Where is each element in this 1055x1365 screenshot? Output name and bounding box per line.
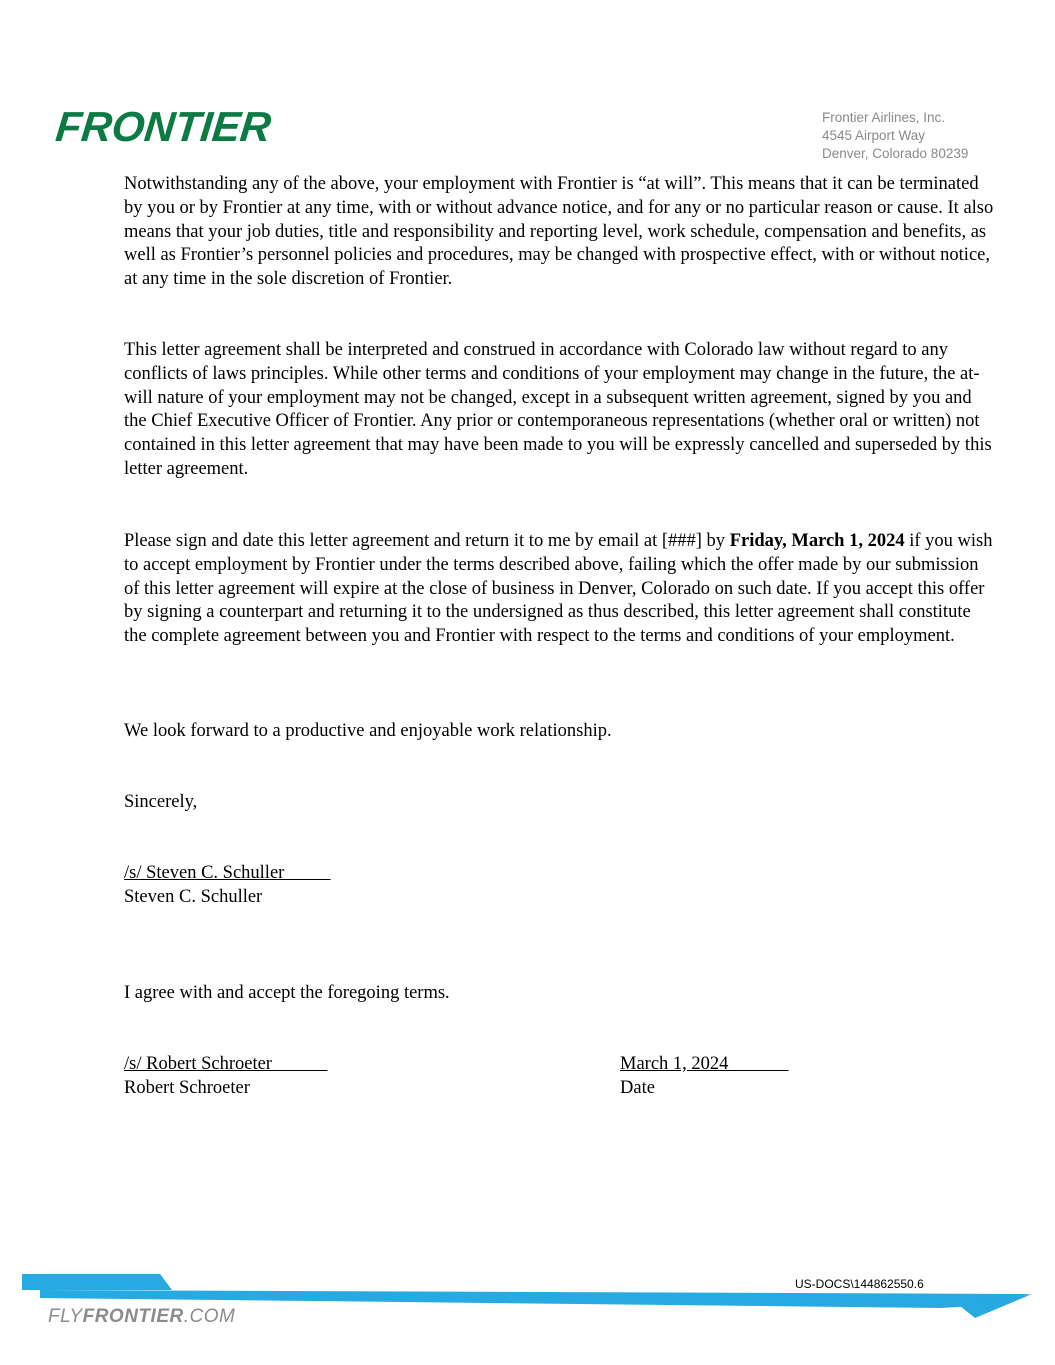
footer-website [48, 1306, 235, 1328]
employee-name: Robert Schroeter [124, 1078, 250, 1098]
address-line-city: Denver, Colorado 80239 [822, 146, 969, 161]
document-id: US-DOCS\144862550.6 [795, 1277, 924, 1291]
signer-signature-line: /s/ Steven C. Schuller [124, 863, 331, 883]
paragraph-at-will: Notwithstanding any of the above, your employment with Frontier is “at will”. This means that it can be terminated by you or by Frontier at any time, with or without advance notice, and for any or no particular reason or cause. It also means that your job duties, title and responsibility and reporting level, work schedule, compensation and benefits, as well as Frontier’s personnel policies and procedures, may be changed with prospective effect, with or without notice, at any time in the sole discretion of Frontier. [124, 174, 994, 290]
deadline-date: Friday, March 1, 2024 [729, 531, 905, 551]
paragraph-governing-law: This letter agreement shall be interpreted and construed in accordance with Colorado law without regard to any conflicts of laws principles. While other terms and conditions of your employment may change in the future, the at-will nature of your employment may not be changed, except in a subsequent written agreement, signed by you and the Chief Executive Officer of Frontier. Any prior or contemporaneous representations (whether oral or written) not contained in this letter agreement that may have been made to you will be expressly cancelled and superseded by this letter agreement. [124, 340, 992, 479]
brand-frontier: FRONTIER [82, 1306, 184, 1327]
company-address [822, 109, 968, 163]
brand-fly: FLY [48, 1306, 83, 1327]
brand-com: .COM [183, 1306, 236, 1327]
p3-text-before: Please sign and date this letter agreement and return it to me by email at [###] by [124, 531, 730, 551]
paragraph-sign-and-return [124, 530, 994, 649]
acceptance-statement: I agree with and accept the foregoing terms. [124, 983, 450, 1003]
sincerely: Sincerely, [124, 792, 198, 812]
date-signature-line: March 1, 2024 [620, 1054, 789, 1074]
closing-remark: We look forward to a productive and enjoyable work relationship. [124, 721, 612, 741]
frontier-logo: FRONTIER [53, 103, 274, 150]
date-label: Date [620, 1078, 655, 1098]
p3-text-after: if you wish to accept employment by Frontier under the terms described above, failing which the offer made by our submission of this letter agreement will expire at the close of business in Denver, Colorado on such date. If you accept this offer by signing a counterpart and returning it to the undersigned as thus described, this letter agreement shall constitute the complete agreement between you and Frontier with respect to the terms and conditions of your employment. [124, 531, 993, 647]
employee-signature-line: /s/ Robert Schroeter [124, 1054, 328, 1074]
address-line-company: Frontier Airlines, Inc. [822, 110, 946, 125]
address-line-street: 4545 Airport Way [822, 128, 926, 143]
signer-name: Steven C. Schuller [124, 887, 263, 907]
footer-band-left [22, 1274, 172, 1290]
